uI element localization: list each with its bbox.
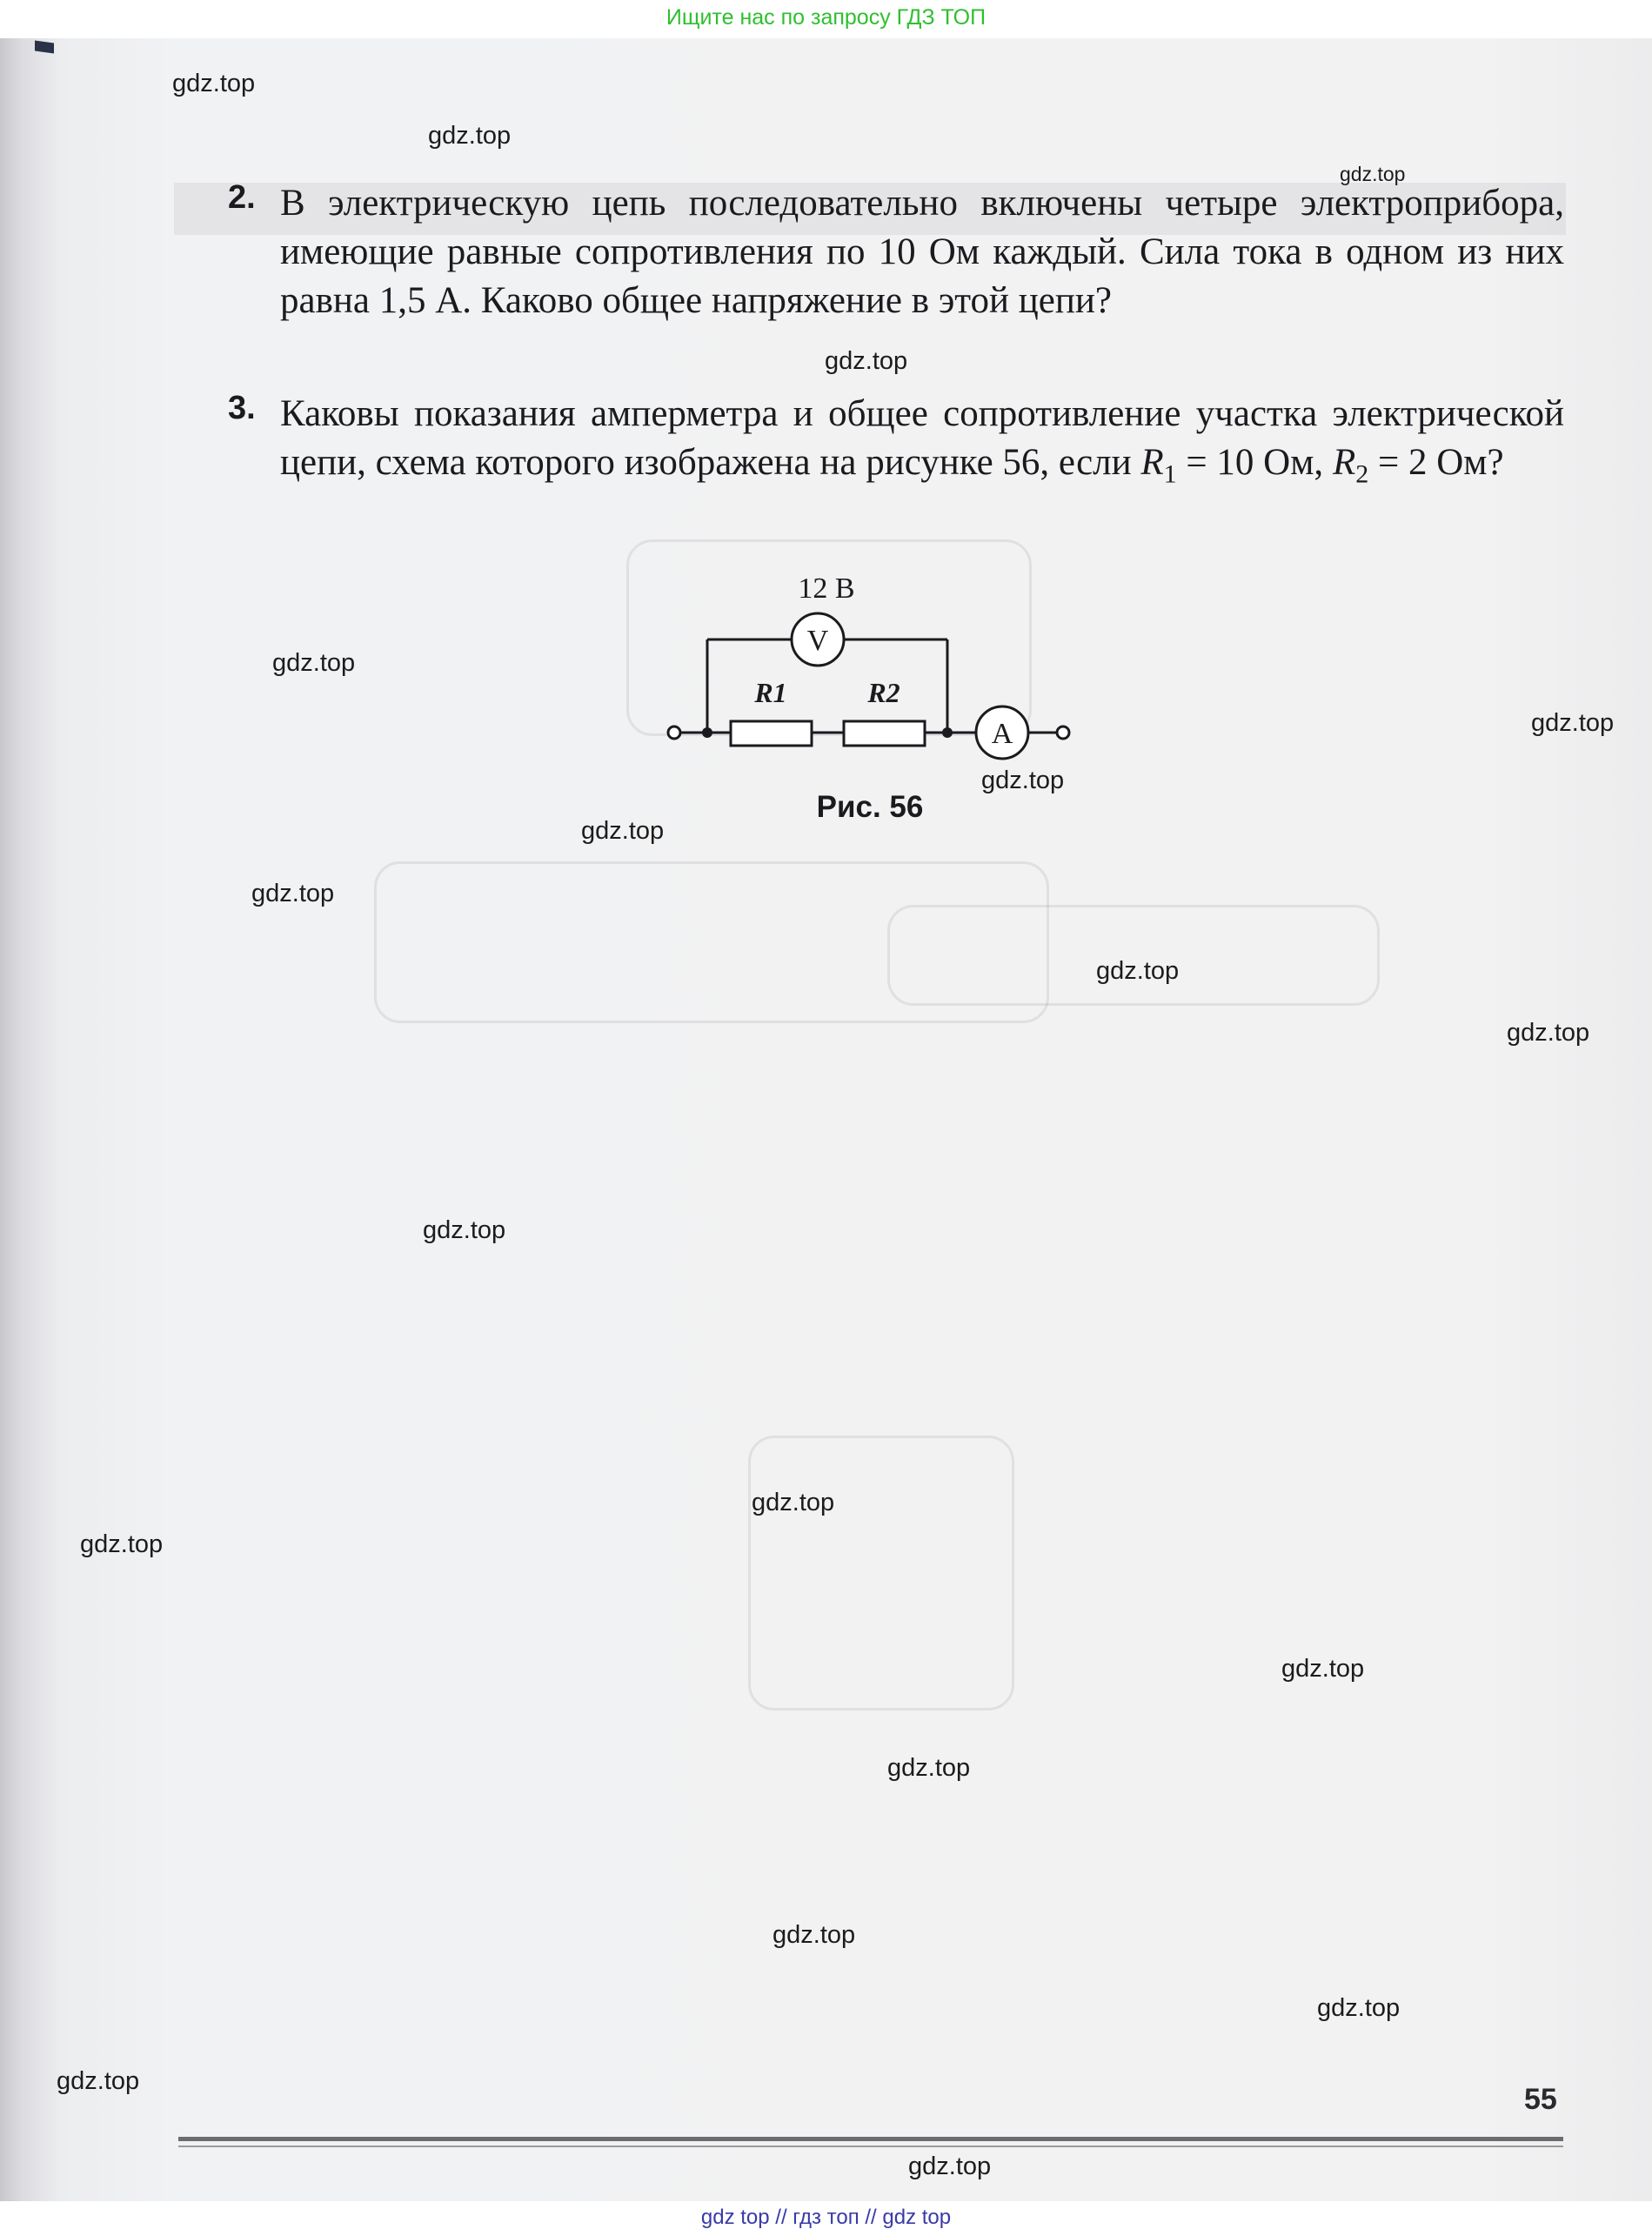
task-2-number: 2. (228, 179, 256, 216)
watermark: gdz.top (772, 1921, 856, 1949)
watermark: gdz.top (981, 767, 1065, 794)
r1-symbol: R (1140, 442, 1164, 483)
r2-label: R2 (867, 677, 900, 708)
task-3-text (280, 390, 1564, 499)
watermark: gdz.top (172, 70, 256, 97)
voltmeter-letter: V (806, 625, 829, 657)
watermark: gdz.top (428, 122, 512, 150)
watermark: gdz.top (57, 2067, 140, 2095)
watermark: gdz.top (1317, 1994, 1401, 2022)
r2-subscript: 2 (1355, 459, 1369, 489)
watermark: gdz.top (1340, 163, 1406, 185)
junction-right (942, 727, 953, 738)
task-2-text: В электрическую цепь последовательно включены четыре электроприбора, имеющие равные сопротивления по 10 Ом каждый. Сила тока в одном из них равна 1,5 А. Каково общее напряжение в этой цепи? (280, 183, 1564, 321)
ammeter-letter: A (991, 718, 1013, 750)
watermark: gdz.top (1531, 709, 1615, 737)
resistor-r1 (731, 721, 812, 746)
output-terminal (1057, 726, 1069, 739)
footer-rule (178, 2137, 1563, 2141)
watermark: gdz.top (1507, 1019, 1590, 1047)
junction-left (702, 727, 712, 738)
r2-value: = 2 Ом? (1368, 442, 1504, 483)
task-3-number: 3. (228, 390, 256, 426)
r1-subscript: 1 (1163, 459, 1177, 489)
watermark: gdz.top (1281, 1655, 1365, 1683)
watermark: gdz.top (825, 347, 908, 375)
task-3-question: Каковы показания амперметра и общее сопротивление участка электрической цепи, схема которого изображена на рисунке 56, если (280, 393, 1564, 483)
watermark: gdz.top (251, 880, 335, 907)
r2-symbol: R (1332, 442, 1356, 483)
voltage-label: 12 В (798, 572, 855, 605)
r1-value: = 10 Ом, (1176, 442, 1333, 483)
watermark: gdz.top (272, 649, 356, 677)
bottom-banner[interactable]: gdz top // гдз топ // gdz top (0, 2201, 1652, 2236)
resistor-r2 (844, 721, 925, 746)
r1-label: R1 (754, 677, 787, 708)
page-number: 55 (1524, 2083, 1557, 2116)
watermark: gdz.top (887, 1754, 971, 1782)
watermark: gdz.top (423, 1216, 506, 1244)
watermark: gdz.top (581, 817, 665, 845)
top-banner[interactable]: Ищите нас по запросу ГДЗ ТОП (0, 0, 1652, 38)
input-terminal (668, 726, 680, 739)
watermark: gdz.top (908, 2152, 992, 2180)
watermark: gdz.top (80, 1530, 164, 1558)
watermark: gdz.top (1096, 957, 1180, 985)
footer-rule-thin (178, 2146, 1563, 2147)
figure-caption: Рис. 56 (816, 790, 924, 824)
watermark: gdz.top (752, 1489, 835, 1516)
